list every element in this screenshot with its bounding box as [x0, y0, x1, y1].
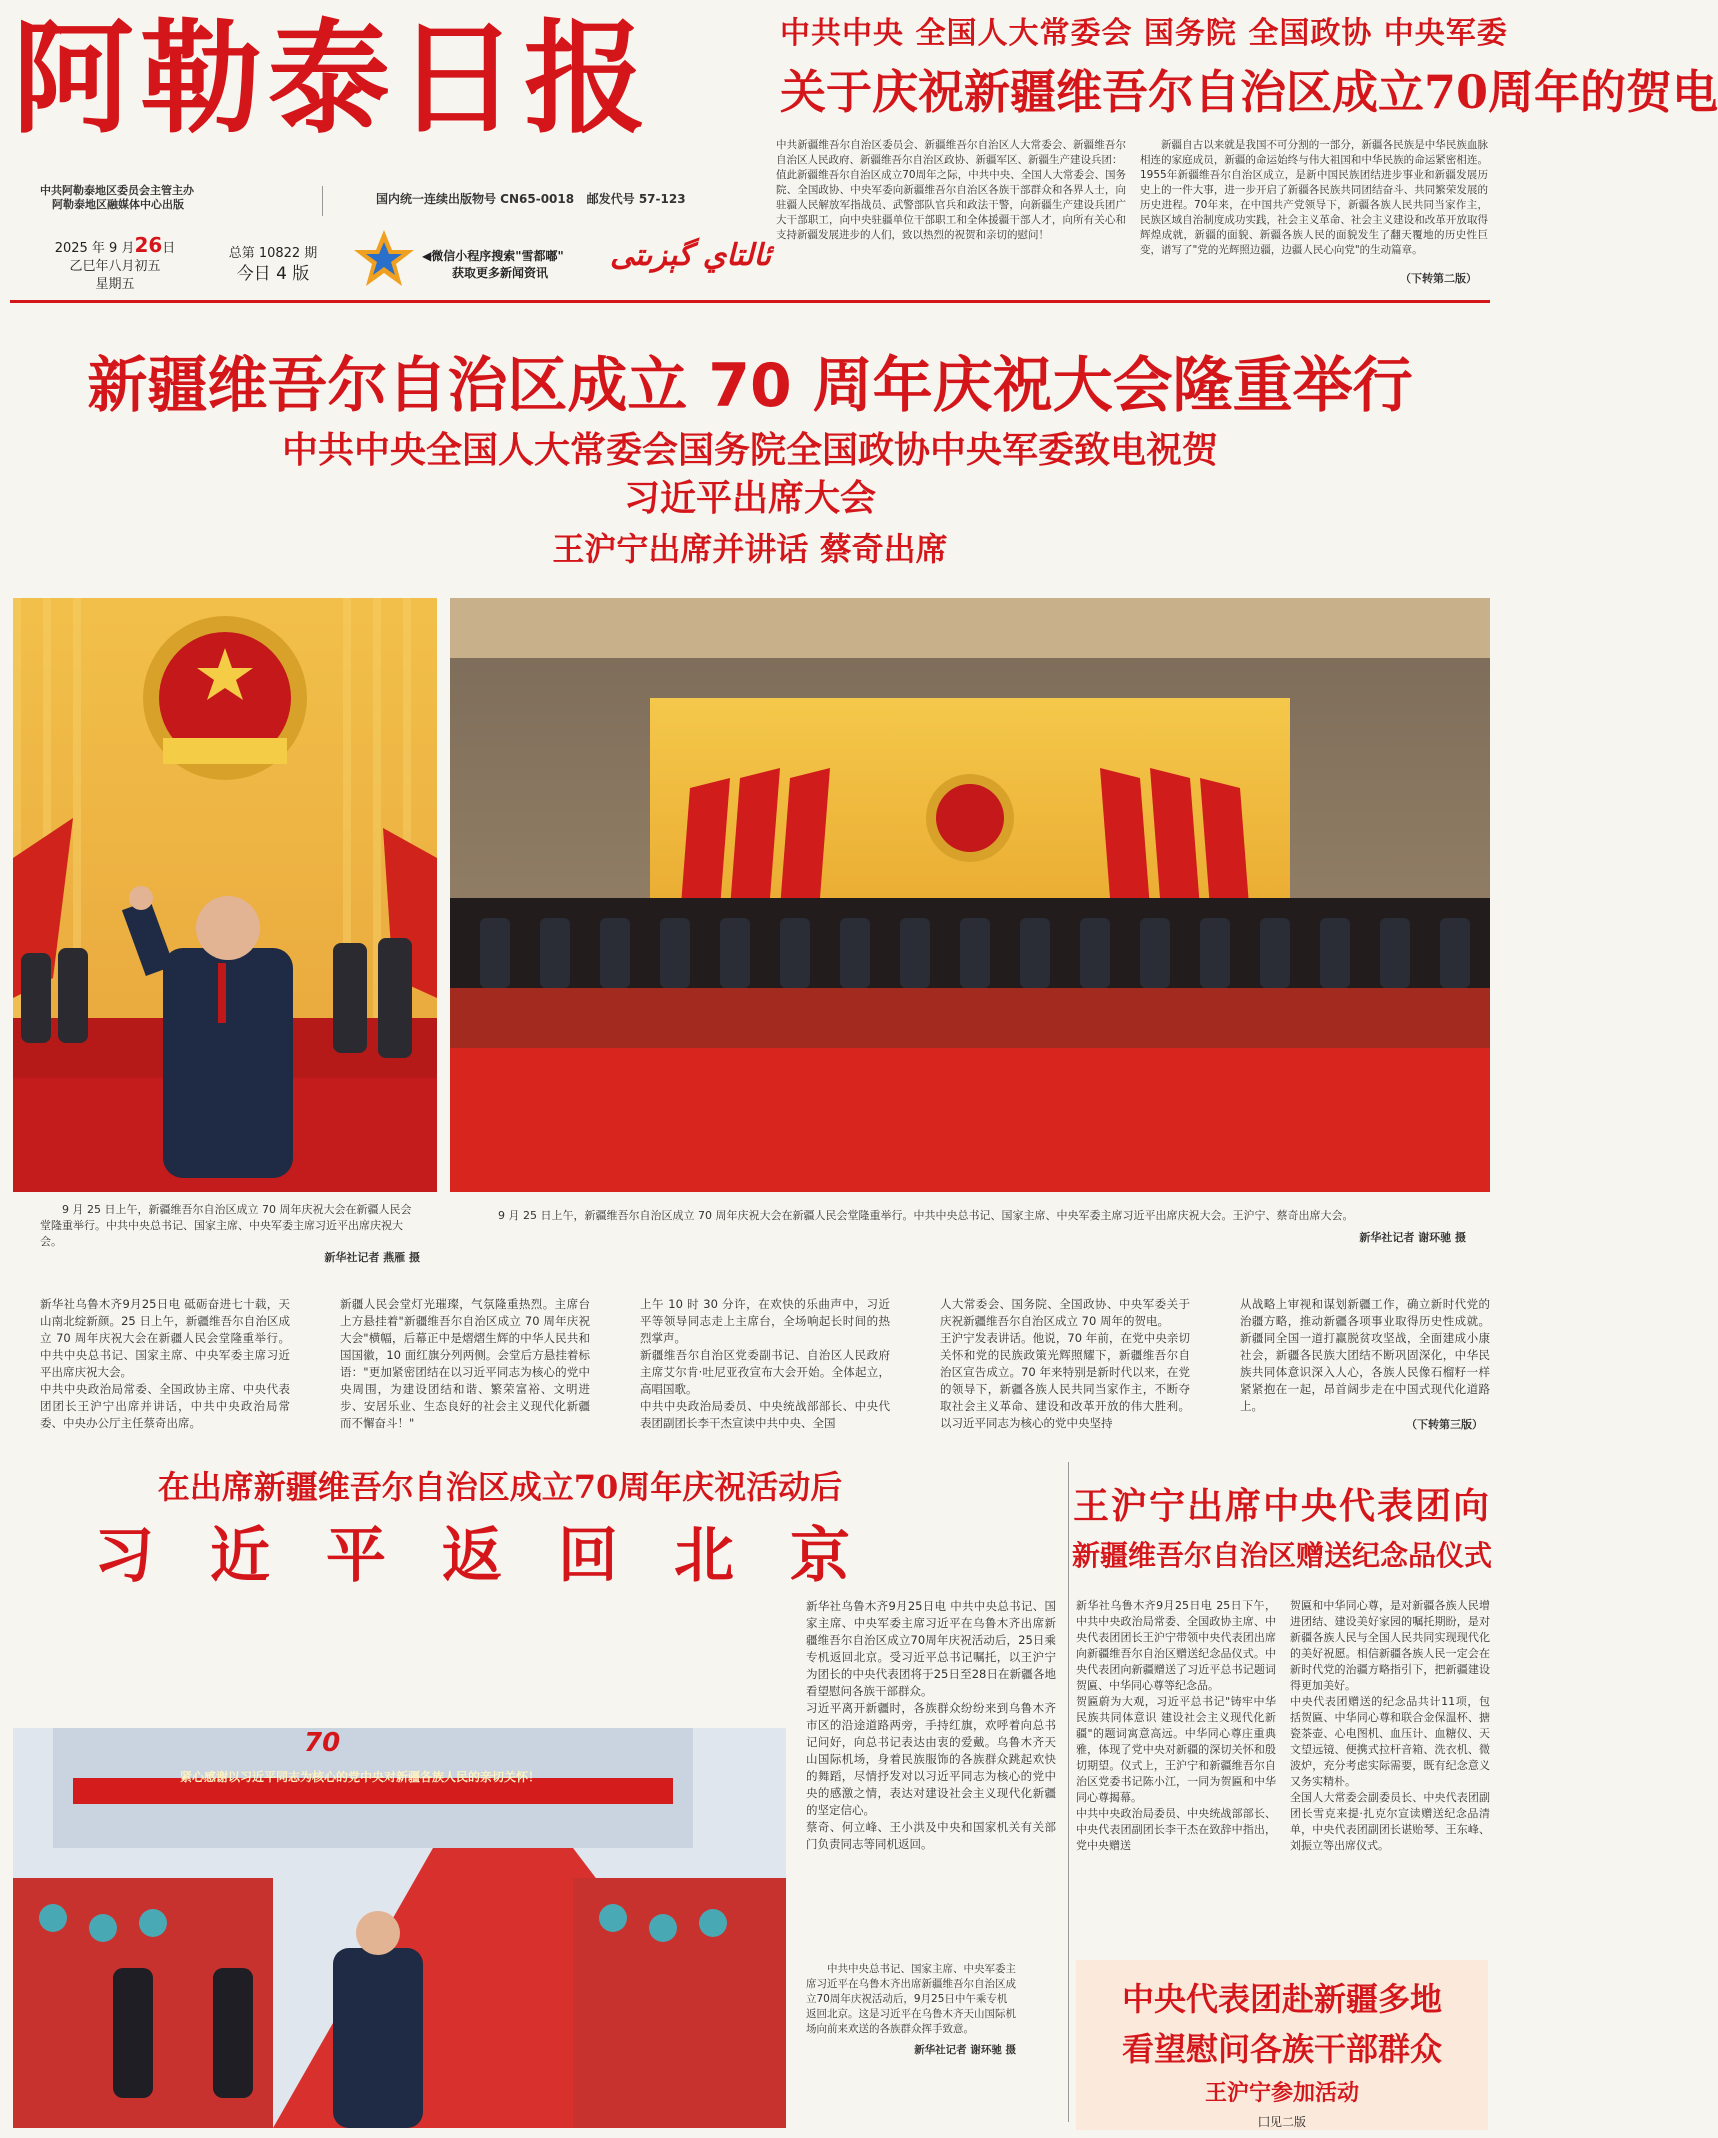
- masthead-cn-number: 国内统一连续出版物号 CN65-0018: [376, 192, 575, 206]
- lead-body-column-5: 从战略上审视和谋划新疆工作，确立新时代党的治疆方略，推动新疆各项事业取得历史性成就。新疆同全国一道打赢脱贫攻坚战，全面建成小康社会，新疆各民族大团结不断巩固深化，中华民族共同体意识深入人心，各族人民像石榴籽一样紧紧抱在一起，昂首阔步走在中国式现代化道路上。: [1240, 1297, 1490, 1413]
- top-story-right-column: 新疆自古以来就是我国不可分割的一部分，新疆各民族是中华民族血脉相连的家庭成员，新疆的命运始终与伟大祖国和中华民族的命运紧密相连。1955年新疆维吾尔自治区成立，是新中国民族团结进步事业和新疆发展历史上的一件大事，进一步开启了新疆各民族共同团结奋斗、共同繁荣发展的历史进程。70年来，在中国共产党领导下，新疆各族人民共同当家作主，民族区域自治制度成功实践，社会主义革命、社会主义建设和改革开放取得辉煌成就，新疆的面貌、新疆各族人民的面貌发生了翻天覆地的历史性巨变，谱写了"党的光辉照边疆，边疆人民心向党"的生动篇章。: [1140, 139, 1488, 256]
- return-photo-airport: [13, 1728, 786, 2128]
- top-story-title: 关于庆祝新疆维吾尔自治区成立70周年的贺电: [780, 65, 1718, 119]
- lead-body-column-2: 新疆人民会堂灯光璀璨，气氛隆重热烈。主席台上方悬挂着"新疆维吾尔自治区成立 70 周年庆祝大会"横幅，后幕正中是熠熠生辉的中华人民共和国国徽，10 面红旗分列两侧。会堂后方悬挂着标语："更加紧密团结在以习近平同志为核心的党中央周围，为建设团结和谐、繁荣富裕、文明进步、安居乐业、生态良好的社会主义现代化新疆而不懈奋斗！": [340, 1297, 590, 1430]
- lead-subhead-3: 王沪宁出席并讲话 蔡奇出席: [552, 530, 948, 568]
- lead-body-column-1: 新华社乌鲁木齐9月25日电 砥砺奋进七十载，天山南北绽新颜。25 日上午，新疆维吾尔自治区成立 70 周年庆祝大会在新疆人民会堂隆重举行。中共中央总书记、国家主席、中央军委主席习近平出席庆祝大会。 中共中央政治局常委、全国政协主席、中央代表团团长王沪宁出席并讲话，中共中央政治局常委、中央办公厅主任蔡奇出席。: [40, 1297, 290, 1430]
- masthead-pages: 今日 4 版: [236, 264, 310, 284]
- lead-continued: （下转第三版）: [1406, 1418, 1483, 1431]
- lead-photo1-credit: 新华社记者 燕雁 摄: [324, 1251, 420, 1264]
- return-story-kicker: 在出席新疆维吾尔自治区成立70周年庆祝活动后: [157, 1468, 843, 1506]
- gift-story-column-1: 新华社乌鲁木齐9月25日电 25日下午，中共中央政治局常委、全国政协主席、中央代表团团长王沪宁带领中央代表团出席向新疆维吾尔自治区赠送纪念品仪式。中央代表团向新疆赠送了习近平总书记题词贺匾、中华同心尊等纪念品。 贺匾蔚为大观，习近平总书记"铸牢中华民族共同体意识 建设社会主义现代化新疆"的题词寓意高远。中华同心尊庄重典雅，体现了党中央对新疆的深切关怀和殷切期望。仪式上，王沪宁和新疆维吾尔自治区党委书记陈小江，一同为贺匾和中华同心尊揭幕。 中共中央政治局委员、中央统战部部长、中央代表团副团长李干杰在致辞中指出，党中央赠送: [1076, 1599, 1276, 1852]
- lead-photo-assembly-hall: [450, 598, 1490, 1192]
- lead-photo2-credit: 新华社记者 谢环驰 摄: [1359, 1231, 1466, 1244]
- top-story-senders: 中共中央 全国人大常委会 国务院 全国政协 中央军委: [780, 16, 1508, 51]
- masthead-date-suffix: 日: [162, 241, 176, 256]
- gift-story-headline-1: 王沪宁出席中央代表团向: [1072, 1485, 1491, 1527]
- return-story-body: 新华社乌鲁木齐9月25日电 中共中央总书记、国家主席、中央军委主席习近平在乌鲁木齐出席新疆维吾尔自治区成立70周年庆祝活动后，25日乘专机返回北京。受习近平总书记嘱托，以王沪宁为团长的中央代表团将于25日至28日在新疆各地看望慰问各族干部群众。 习近平离开新疆时，各族群众纷纷来到乌鲁木齐市区的沿途道路两旁，手持红旗，欢呼着向总书记问好，向总书记表达由衷的爱戴。乌鲁木齐天山国际机场，身着民族服饰的各族群众跳起欢快的舞蹈，尽情抒发对以习近平同志为核心的党中央的感激之情，表达对建设社会主义现代化新疆的坚定信心。 蔡奇、何立峰、王小洪及中央和国家机关有关部门负责同志等同机返回。: [806, 1599, 1056, 1851]
- lead-body-column-3: 上午 10 时 30 分许，在欢快的乐曲声中，习近平等领导同志走上主席台，全场响起长时间的热烈掌声。 新疆维吾尔自治区党委副书记、自治区人民政府主席艾尔肯·吐尼亚孜宣布大会开始。全体起立，高唱国歌。 中共中央政治局委员、中央统战部部长、中央代表团副团长李干杰宣读中共中央、全国: [640, 1297, 890, 1430]
- return-photo-credit: 新华社记者 谢环驰 摄: [914, 2044, 1016, 2056]
- lead-photo-xi-waving: [13, 598, 437, 1192]
- return-story-headline: 习近平返回北京: [94, 1521, 906, 1591]
- masthead-issue: 总第 10822 期: [228, 246, 318, 261]
- masthead-issue-block: [218, 244, 328, 284]
- wechat-promo: [422, 248, 564, 282]
- masthead-divider: [322, 186, 323, 216]
- masthead-date-prefix: 2025 年 9 月: [54, 241, 135, 256]
- top-story-continued: （下转第二版）: [1400, 272, 1477, 285]
- promo-line-3: 王沪宁参加活动: [1204, 2080, 1359, 2106]
- masthead-lunar: 乙巳年八月初五: [69, 259, 161, 274]
- masthead-sponsor: 中共阿勒泰地区委员会主管主办: [40, 184, 194, 197]
- lead-photo1-caption: [40, 1202, 420, 1266]
- newspaper-masthead-title: 阿勒泰日报: [12, 6, 652, 150]
- wechat-promo-line2: 获取更多新闻资讯: [452, 266, 549, 280]
- masthead-date-block: [40, 233, 190, 294]
- lead-photo2-caption: [476, 1208, 1466, 1246]
- column-divider: [1068, 1462, 1069, 2122]
- promo-page-ref: 囗见二版: [1257, 2115, 1306, 2129]
- uyghur-title: ئالتاي گېزىتى: [610, 238, 772, 273]
- masthead-registration: [376, 192, 686, 206]
- return-photo-caption-text: 中共中央总书记、国家主席、中央军委主席习近平在乌鲁木齐出席新疆维吾尔自治区成立70周年庆祝活动后，9月25日中午乘专机返回北京。这是习近平在乌鲁木齐天山国际机场向前来欢送的各族群众挥手致意。: [806, 1963, 1016, 2035]
- lead-headline: 新疆维吾尔自治区成立 70 周年庆祝大会隆重举行: [87, 351, 1413, 421]
- app-logo-icon: [352, 228, 416, 290]
- gift-story-column-2: 贺匾和中华同心尊，是对新疆各族人民增进团结、建设美好家园的嘱托期盼，是对新疆各族人民与全国人民共同实现现代化的美好祝愿。相信新疆各族人民一定会在新时代党的治疆方略指引下，把新疆建设得更加美好。 中央代表团赠送的纪念品共计11项，包括贺匾、中华同心尊和联合金保温杯、搪瓷茶壶、心电图机、血压计、血糖仪、天文望远镜、便携式拉杆音箱、洗衣机、微波炉，充分考虑实际需要，既有纪念意义又务实精朴。 全国人大常委会副委员长、中央代表团副团长雪克来提·扎克尔宣读赠送纪念品清单，中央代表团副团长谌贻琴、王东峰、刘振立等出席仪式。: [1290, 1599, 1490, 1852]
- header-rule: [10, 300, 1490, 303]
- masthead-sponsor-block: [40, 184, 300, 212]
- gift-story-headline-2: 新疆维吾尔自治区赠送纪念品仪式: [1071, 1539, 1492, 1572]
- lead-subhead-1: 中共中央全国人大常委会国务院全国政协中央军委致电祝贺: [281, 429, 1218, 471]
- return-photo-caption: [806, 1962, 1016, 2058]
- promo-box: [1076, 1960, 1488, 2130]
- masthead-postal-code: 邮发代号 57-123: [586, 192, 686, 206]
- masthead-weekday: 星期五: [95, 277, 135, 292]
- lead-body-column-4: 人大常委会、国务院、全国政协、中央军委关于庆祝新疆维吾尔自治区成立 70 周年的贺电。 王沪宁发表讲话。他说，70 年前，在党中央亲切关怀和党的民族政策光辉照耀下，新疆维吾尔自治区宣告成立。70 年来特别是新时代以来，在党的领导下，新疆各族人民共同当家作主，不断夺取社会主义革命、建设和改革开放的伟大胜利。以习近平同志为核心的党中央坚持: [940, 1297, 1190, 1430]
- top-story-left-column: 中共新疆维吾尔自治区委员会、新疆维吾尔自治区人大常委会、新疆维吾尔自治区人民政府、新疆维吾尔自治区政协、新疆军区、新疆生产建设兵团： 值此新疆维吾尔自治区成立70周年之际，中共中央、全国人大常委会、国务院、全国政协、中央军委向新疆维吾尔自治区各族干部群众和各界人士，向驻疆人民解放军指战员、武警部队官兵和政法干警，向新疆生产建设兵团广大干部职工，向中央驻疆单位干部职工和全体援疆干部人才，向所有关心和支持新疆发展进步的人们，致以热烈的祝贺和亲切的慰问！: [776, 139, 1126, 241]
- promo-line-2: 看望慰问各族干部群众: [1121, 2030, 1442, 2068]
- return-photo-banner: 紧心感谢以习近平同志为核心的党中央对新疆各族人民的亲切关怀！: [179, 1770, 540, 1784]
- lead-subhead-2: 习近平出席大会: [623, 477, 876, 519]
- promo-line-1: 中央代表团赴新疆多地: [1121, 1980, 1442, 2018]
- masthead-date-day: 26: [134, 233, 163, 257]
- return-photo-70-badge: 70: [304, 1728, 341, 1758]
- lead-photo2-caption-text: 9 月 25 日上午，新疆维吾尔自治区成立 70 周年庆祝大会在新疆人民会堂隆重举行。中共中央总书记、国家主席、中央军委主席习近平出席庆祝大会。王沪宁、蔡奇出席大会。: [498, 1209, 1354, 1222]
- masthead-publisher: 阿勒泰地区融媒体中心出版: [52, 198, 184, 211]
- lead-photo1-caption-text: 9 月 25 日上午，新疆维吾尔自治区成立 70 周年庆祝大会在新疆人民会堂隆重举行。中共中央总书记、国家主席、中央军委主席习近平出席庆祝大会。: [40, 1203, 412, 1248]
- wechat-promo-line1: ◀微信小程序搜索"雪都嘟": [422, 249, 564, 263]
